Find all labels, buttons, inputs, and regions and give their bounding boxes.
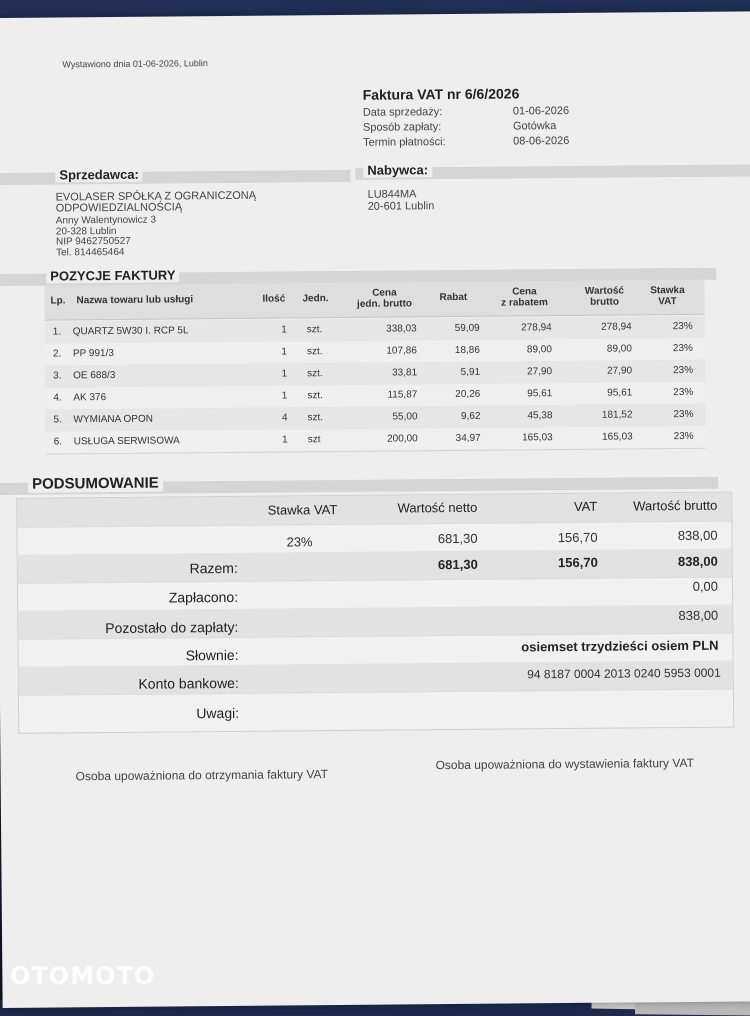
invoice-page bbox=[0, 11, 750, 1008]
item-rate: 23% bbox=[673, 364, 694, 377]
summary-col-gross: Wartość brutto bbox=[633, 497, 718, 514]
summary-total-net: 681,30 bbox=[437, 556, 478, 573]
item-lp: 2. bbox=[52, 348, 62, 360]
item-dprice: 45,38 bbox=[527, 410, 553, 422]
item-name: PP 991/3 bbox=[72, 347, 114, 360]
invoice-title: Faktura VAT nr 6/6/2026 bbox=[362, 85, 520, 103]
signature-issuer: Osoba upoważniona do wystawienia faktury VAT bbox=[435, 755, 694, 773]
table-row bbox=[46, 426, 706, 455]
item-qty: 1 bbox=[281, 324, 287, 336]
sale-date: 01-06-2026 bbox=[512, 104, 570, 118]
col-price-line1: Cena bbox=[372, 287, 397, 299]
item-gross: 27,90 bbox=[607, 365, 633, 377]
item-qty: 4 bbox=[281, 412, 288, 424]
item-name: OE 688/3 bbox=[73, 369, 116, 382]
item-name: WYMIANA OPON bbox=[73, 413, 154, 426]
summary-account: 94 8187 0004 2013 0240 5953 0001 bbox=[527, 665, 721, 682]
item-lp: 1. bbox=[52, 326, 62, 338]
summary-remaining: 838,00 bbox=[678, 607, 719, 624]
item-dprice: 95,61 bbox=[527, 388, 553, 400]
summary-net: 681,30 bbox=[437, 530, 478, 547]
item-unit: szt. bbox=[307, 368, 323, 380]
summary-words-label: Słownie: bbox=[185, 646, 239, 664]
col-price bbox=[344, 287, 424, 310]
item-gross: 181,52 bbox=[601, 409, 633, 421]
col-lp: Lp. bbox=[50, 295, 66, 307]
item-rate: 23% bbox=[672, 342, 693, 355]
item-unit: szt. bbox=[306, 324, 323, 336]
item-rate: 23% bbox=[673, 430, 694, 443]
due-date-label: Termin płatności: bbox=[363, 136, 446, 149]
summary-col-net: Wartość netto bbox=[397, 499, 478, 516]
item-price: 200,00 bbox=[387, 433, 418, 445]
item-unit: szt. bbox=[306, 346, 323, 358]
summary-total-label: Razem: bbox=[189, 559, 238, 577]
item-gross: 95,61 bbox=[607, 387, 633, 399]
item-price: 107,86 bbox=[386, 345, 417, 357]
seller-bar bbox=[0, 170, 350, 185]
item-qty: 1 bbox=[281, 368, 288, 380]
seller-address bbox=[56, 216, 157, 259]
item-discount: 9,62 bbox=[460, 410, 481, 422]
item-dprice: 89,00 bbox=[526, 344, 552, 356]
col-dprice-line1: Cena bbox=[512, 286, 537, 298]
seller-name-line2: ODPOWIEDZIALNOŚCIĄ bbox=[55, 201, 183, 215]
summary-notes-row bbox=[19, 689, 733, 723]
items-table-header bbox=[44, 280, 704, 321]
payment-method: Gotówka bbox=[512, 120, 557, 133]
col-discount: Rabat bbox=[439, 291, 468, 304]
item-lp: 5. bbox=[53, 414, 62, 426]
summary-paid-label: Zapłacono: bbox=[168, 588, 239, 606]
seller-street: Anny Walentynowicz 3 bbox=[55, 214, 157, 227]
item-gross: 278,94 bbox=[601, 321, 632, 333]
sale-date-label: Data sprzedaży: bbox=[362, 106, 443, 119]
item-lp: 6. bbox=[53, 436, 63, 448]
col-gross bbox=[574, 285, 634, 308]
summary-account-label: Konto bankowe: bbox=[138, 674, 239, 692]
summary-col-vat: VAT bbox=[573, 498, 598, 514]
item-discount: 59,09 bbox=[454, 322, 480, 334]
item-discount: 34,97 bbox=[455, 432, 481, 444]
item-gross: 165,03 bbox=[602, 431, 633, 443]
buyer-city: 20-601 Lublin bbox=[367, 200, 435, 213]
buyer-name: LU844MA bbox=[367, 188, 417, 201]
item-lp: 4. bbox=[53, 392, 62, 404]
item-price: 338,03 bbox=[386, 323, 417, 335]
signature-receiver: Osoba upoważniona do otrzymania faktury VAT bbox=[75, 767, 329, 784]
summary-words: osiemset trzydzieści osiem PLN bbox=[521, 637, 719, 655]
col-price-line2: jedn. brutto bbox=[356, 298, 413, 310]
item-price: 33,81 bbox=[392, 367, 418, 379]
col-gross-line2: brutto bbox=[590, 296, 619, 308]
seller-name-line1: EVOLASER SPÓŁKA Z OGRANICZONĄ bbox=[55, 189, 257, 204]
summary-total-vat: 156,70 bbox=[557, 554, 598, 571]
item-discount: 18,86 bbox=[454, 344, 480, 356]
item-price: 115,87 bbox=[387, 389, 418, 401]
col-rate-line1: Stawka bbox=[650, 284, 685, 297]
seller-nip: NIP 9462750527 bbox=[55, 235, 131, 248]
seller-name bbox=[56, 191, 257, 215]
summary-vat: 156,70 bbox=[557, 529, 598, 546]
item-qty: 1 bbox=[282, 434, 288, 446]
item-discount: 5,91 bbox=[460, 366, 481, 378]
item-price: 55,00 bbox=[392, 411, 418, 423]
col-rate bbox=[642, 285, 692, 307]
summary-paid: 0,00 bbox=[692, 578, 719, 594]
seller-city: 20-328 Lublin bbox=[55, 225, 117, 237]
item-unit: szt. bbox=[307, 390, 323, 402]
item-dprice: 278,94 bbox=[521, 322, 552, 334]
col-gross-line1: Wartość bbox=[584, 285, 625, 297]
item-unit: szt bbox=[307, 434, 321, 446]
item-qty: 1 bbox=[281, 390, 288, 402]
summary-gross: 838,00 bbox=[677, 527, 718, 544]
item-name: QUARTZ 5W30 I. RCP 5L bbox=[72, 325, 189, 338]
seller-tel: Tel. 814465464 bbox=[56, 246, 125, 258]
summary-remaining-label: Pozostało do zapłaty: bbox=[105, 618, 239, 637]
summary-col-rate: Stawka VAT bbox=[267, 502, 338, 518]
col-qty: Ilość bbox=[262, 293, 286, 305]
item-name: USŁUGA SERWISOWA bbox=[73, 435, 180, 448]
col-dprice bbox=[484, 286, 564, 309]
otomoto-watermark: OTOMOTO bbox=[10, 962, 156, 990]
item-dprice: 165,03 bbox=[522, 432, 553, 444]
issue-place-date: Wystawiono dnia 01-06-2026, Lublin bbox=[62, 58, 208, 70]
summary-total-gross: 838,00 bbox=[677, 553, 718, 570]
due-date: 08-06-2026 bbox=[513, 134, 570, 148]
seller-heading: Sprzedawca: bbox=[55, 167, 143, 183]
col-unit: Jedn. bbox=[302, 293, 329, 305]
payment-method-label: Sposób zapłaty: bbox=[362, 121, 442, 134]
items-heading: POZYCJE FAKTURY bbox=[46, 267, 179, 283]
col-dprice-line2: z rabatem bbox=[501, 297, 548, 309]
item-rate: 23% bbox=[673, 386, 694, 399]
summary-heading: PODSUMOWANIE bbox=[28, 475, 163, 493]
item-unit: szt. bbox=[307, 412, 324, 424]
item-dprice: 27,90 bbox=[527, 366, 553, 378]
col-rate-line2: VAT bbox=[658, 296, 677, 308]
item-gross: 89,00 bbox=[606, 343, 632, 355]
item-discount: 20,26 bbox=[455, 388, 481, 400]
item-qty: 1 bbox=[281, 346, 287, 358]
buyer-heading: Nabywca: bbox=[363, 162, 432, 178]
item-rate: 23% bbox=[673, 408, 694, 421]
summary-box bbox=[16, 492, 734, 734]
item-name: AK 376 bbox=[73, 392, 107, 404]
buyer-info bbox=[368, 188, 435, 213]
col-name: Nazwa towaru lub usługi bbox=[76, 294, 194, 307]
item-lp: 3. bbox=[53, 370, 62, 382]
summary-rate: 23% bbox=[286, 534, 313, 550]
item-rate: 23% bbox=[672, 320, 693, 333]
summary-notes-label: Uwagi: bbox=[196, 704, 240, 722]
